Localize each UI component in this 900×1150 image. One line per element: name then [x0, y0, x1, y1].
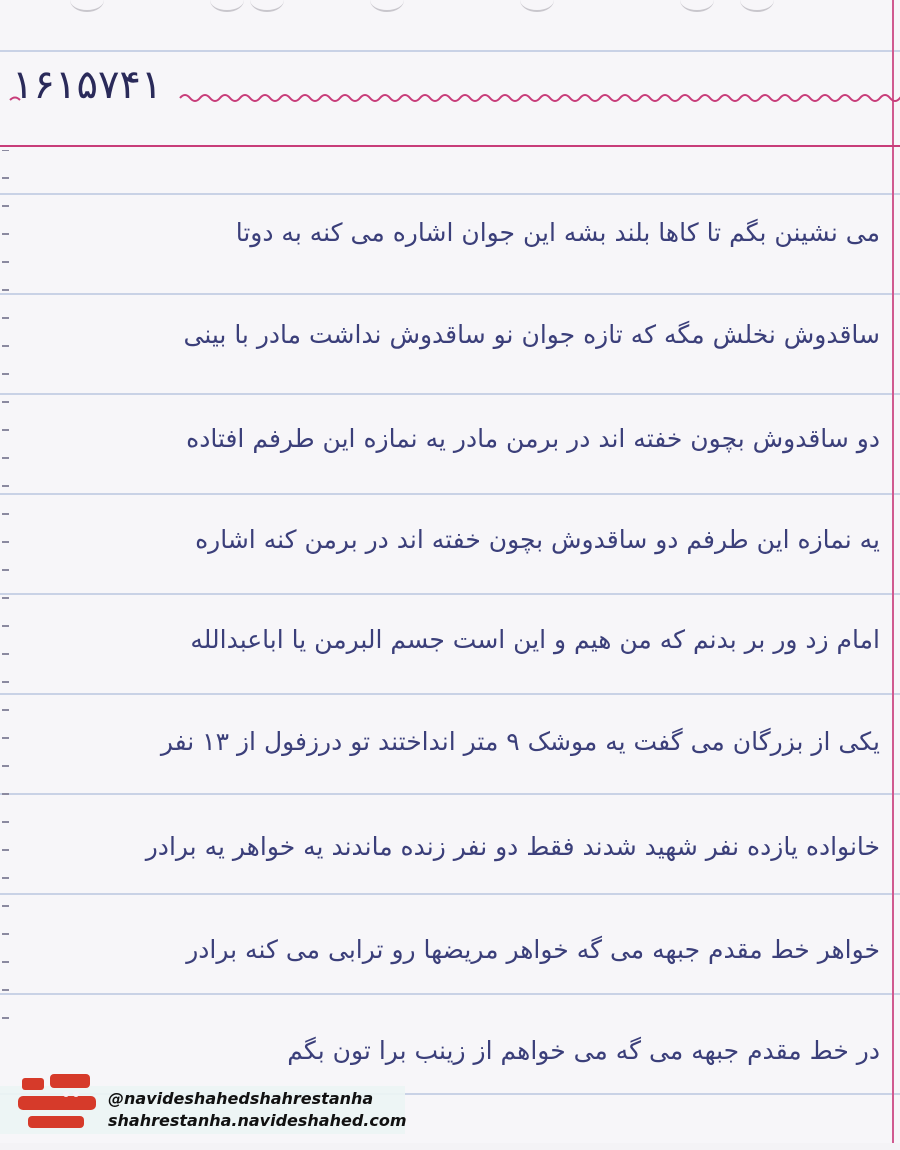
shahed-logo-icon	[16, 1070, 106, 1136]
document-code: ۱۶۱۵۷۴۱	[12, 62, 163, 108]
handwritten-line-5: امام زد ور بر بدنم که من هیم و این است جسم البرمن یا اباعبدالله	[190, 625, 880, 654]
header-margin-line	[0, 145, 900, 147]
handwritten-line-1: می نشینن بگم تا کاها بلند بشه این جوان اشاره می کنه به دوتا	[235, 218, 880, 247]
handwritten-line-9: در خط مقدم جبهه می گه می خواهم از زینب برا تون بگم	[287, 1036, 880, 1065]
handwritten-line-7: خانواده یازده نفر شهید شدند فقط دو نفر زنده ماندند یه خواهر یه برادر	[145, 832, 880, 861]
watermark-site: shahrestanha.navideshahed.com	[108, 1111, 407, 1130]
handwritten-line-3: دو ساقدوش بچون خفته اند در برمن مادر یه نمازه این طرفم افتاده	[186, 424, 880, 453]
handwritten-line-4: یه نمازه این طرفم دو ساقدوش بچون خفته اند در برمن کنه اشاره	[195, 525, 880, 554]
right-margin-line	[892, 0, 894, 1143]
left-tick-marks	[0, 150, 12, 1150]
handwritten-line-2: ساقدوش نخلش مگه که تازه جوان نو ساقدوش نداشت مادر با بینی	[183, 320, 880, 349]
handwritten-line-8: خواهر خط مقدم جبهه می گه خواهر مریضها رو ترابی می کنه برادر	[186, 935, 880, 964]
watermark-handle: @navideshahedshahrestanha	[108, 1089, 374, 1108]
handwritten-line-6: یکی از بزرگان می گفت یه موشک ۹ متر انداختند تو درزفول از ۱۳ نفر	[160, 727, 880, 756]
